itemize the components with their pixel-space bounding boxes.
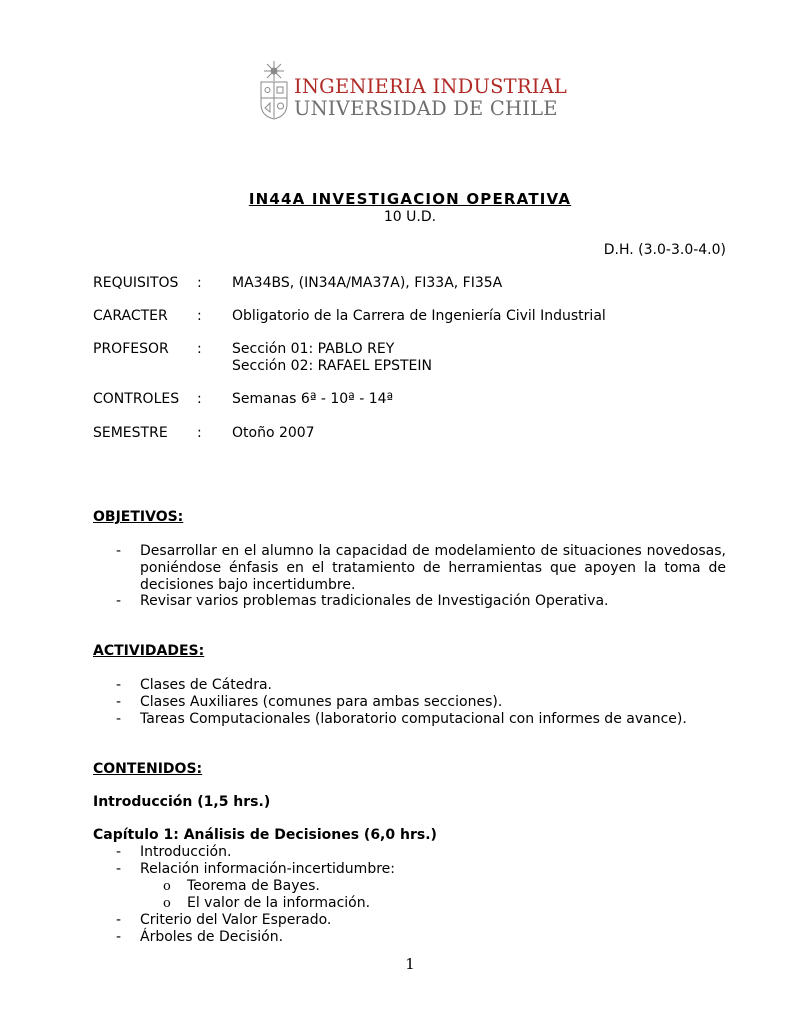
contenidos-heading: CONTENIDOS: xyxy=(93,761,203,777)
bullet-dash: - xyxy=(116,861,122,877)
bullet-dash: - xyxy=(116,844,122,860)
controles-value: Semanas 6ª - 10ª - 14ª xyxy=(232,391,394,407)
bullet-dash: - xyxy=(116,543,122,559)
actividades-heading: ACTIVIDADES: xyxy=(93,643,205,659)
colon: : xyxy=(197,341,202,357)
chapter-1-heading: Capítulo 1: Análisis de Decisiones (6,0 hrs.) xyxy=(93,827,437,843)
bullet-dash: - xyxy=(116,694,122,710)
bullet-dash: - xyxy=(116,711,122,727)
sub-bullet-icon: o xyxy=(163,896,171,911)
sub-bullet-icon: o xyxy=(163,879,171,894)
chapter-item: Árboles de Decisión. xyxy=(140,929,284,945)
colon: : xyxy=(197,275,202,291)
chapter-item: Relación información-incertidumbre: xyxy=(140,861,395,877)
requisitos-value: MA34BS, (IN34A/MA37A), FI33A, FI35A xyxy=(232,275,503,291)
colon: : xyxy=(197,391,202,407)
semestre-value: Otoño 2007 xyxy=(232,425,315,441)
bullet-dash: - xyxy=(116,912,122,928)
objetivos-heading: OBJETIVOS: xyxy=(93,509,184,525)
chapter-item: Introducción. xyxy=(140,844,232,860)
controles-label: CONTROLES xyxy=(93,391,180,407)
actividad-item: Clases Auxiliares (comunes para ambas secciones). xyxy=(140,694,503,710)
shield-emblem-icon xyxy=(258,60,290,120)
profesor-value-2: Sección 02: RAFAEL EPSTEIN xyxy=(232,358,433,374)
page-number: 1 xyxy=(405,955,415,973)
bullet-dash: - xyxy=(116,677,122,693)
semestre-label: SEMESTRE xyxy=(93,425,168,441)
requisitos-label: REQUISITOS xyxy=(93,275,179,291)
actividad-item: Tareas Computacionales (laboratorio computacional con informes de avance). xyxy=(140,711,687,727)
course-title: IN44A INVESTIGACION OPERATIVA xyxy=(248,190,572,208)
profesor-label: PROFESOR xyxy=(93,341,169,357)
intro-heading: Introducción (1,5 hrs.) xyxy=(93,794,271,810)
actividad-item: Clases de Cátedra. xyxy=(140,677,272,693)
chapter-subitem: El valor de la información. xyxy=(187,895,371,911)
colon: : xyxy=(197,425,202,441)
caracter-label: CARACTER xyxy=(93,308,168,324)
university-logo xyxy=(258,60,568,122)
chapter-item: Criterio del Valor Esperado. xyxy=(140,912,332,928)
bullet-dash: - xyxy=(116,929,122,945)
caracter-value: Obligatorio de la Carrera de Ingeniería Civil Industrial xyxy=(232,308,606,324)
course-hours: D.H. (3.0-3.0-4.0) xyxy=(603,242,726,258)
course-units: 10 U.D. xyxy=(383,209,437,225)
bullet-dash: - xyxy=(116,593,122,609)
chapter-subitem: Teorema de Bayes. xyxy=(187,878,320,894)
objetivo-item: Desarrollar en el alumno la capacidad de modelamiento de situaciones novedosas, poniéndose énfasis en el tratamiento de herramientas que apoyen la toma de decisiones bajo incertidumbre. xyxy=(140,543,726,593)
profesor-value-1: Sección 01: PABLO REY xyxy=(232,341,395,357)
colon: : xyxy=(197,308,202,324)
objetivo-item: Revisar varios problemas tradicionales de Investigación Operativa. xyxy=(140,593,609,609)
logo-line-1: INGENIERIA INDUSTRIAL xyxy=(294,75,568,98)
logo-line-2: UNIVERSIDAD DE CHILE xyxy=(294,97,558,120)
